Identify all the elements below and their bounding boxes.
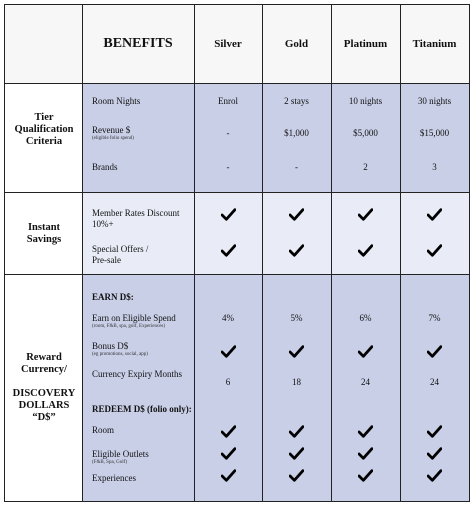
special-offers-titanium-check-icon — [427, 244, 442, 257]
revenue-titanium: $15,000 — [419, 128, 450, 138]
room-redeem-silver-check-icon — [221, 425, 236, 438]
earn-silver: 4% — [222, 313, 234, 323]
experiences-titanium-check-icon — [427, 469, 442, 482]
grid-line — [5, 192, 469, 193]
earn-platinum: 6% — [359, 313, 372, 323]
room-redeem-gold-check-icon — [289, 425, 304, 438]
reward-label-line: DISCOVERY — [12, 388, 76, 399]
reward-label-line: DOLLARS — [18, 400, 70, 411]
bonus-titanium-check-icon — [427, 345, 442, 358]
revenue-note: (eligible folio spend) — [92, 136, 134, 141]
earn-titanium: 7% — [428, 313, 441, 323]
experiences-silver-check-icon — [221, 469, 236, 482]
special-offers-gold-check-icon — [289, 244, 304, 257]
member-rates-titanium-check-icon — [427, 208, 442, 221]
earn-heading: EARN D$: — [92, 292, 134, 302]
special-offers-platinum-check-icon — [358, 244, 373, 257]
room-redeem-label: Room — [92, 425, 115, 435]
experiences-platinum-check-icon — [358, 469, 373, 482]
bonus-platinum-check-icon — [358, 345, 373, 358]
bonus-silver-check-icon — [221, 345, 236, 358]
brands-titanium: 3 — [432, 162, 437, 172]
outlets-label — [92, 449, 149, 465]
brands-silver: - — [226, 162, 230, 172]
reward-label-line — [8, 376, 80, 388]
grid-line — [82, 5, 83, 501]
revenue-label-text: Revenue $ — [92, 125, 131, 135]
earn-spend-note: (room, F&B, spa, golf, Experiences) — [92, 324, 166, 329]
brands-label: Brands — [92, 162, 118, 172]
outlets-silver-check-icon — [221, 447, 236, 460]
expiry-silver: 6 — [225, 377, 231, 387]
grid-line — [262, 5, 263, 501]
tier-header-platinum: Platinum — [343, 38, 388, 50]
member-rates-label: Member Rates Discount 10%+ — [92, 208, 180, 229]
grid-line — [331, 5, 332, 501]
special-offers-label: Special Offers / Pre-sale — [92, 244, 149, 265]
experiences-label: Experiences — [92, 473, 136, 483]
revenue-platinum: $5,000 — [353, 128, 378, 138]
earn-gold: 5% — [290, 313, 303, 323]
grid-line — [5, 83, 469, 84]
expiry-gold: 18 — [292, 377, 301, 387]
expiry-titanium: 24 — [430, 377, 439, 387]
redeem-heading: REDEEM D$ (folio only): — [92, 404, 192, 414]
tier-qualification-label: Tier Qualification Criteria — [14, 112, 74, 147]
bonus-text: Bonus D$ — [92, 341, 129, 351]
tier-header-gold: Gold — [284, 38, 309, 50]
earn-spend-text: Earn on Eligible Spend — [92, 313, 176, 323]
room-nights-titanium: 30 nights — [417, 96, 452, 106]
expiry-label: Currency Expiry Months — [92, 369, 182, 379]
reward-currency-label — [8, 352, 80, 424]
room-nights-silver: Enrol — [218, 96, 238, 106]
reward-label-line: Currency/ — [21, 364, 67, 375]
outlets-text: Eligible Outlets — [92, 449, 149, 459]
member-rates-gold-check-icon — [289, 208, 304, 221]
benefits-heading: BENEFITS — [103, 36, 173, 51]
reward-label-line: Reward — [26, 352, 62, 363]
grid-line — [400, 5, 401, 501]
reward-section-bg — [82, 275, 469, 501]
grid-line — [5, 274, 469, 275]
room-nights-platinum: 10 nights — [348, 96, 383, 106]
reward-label-line: “D$” — [32, 412, 56, 423]
outlets-note: (F&B, Spa, Golf) — [92, 460, 127, 465]
outlets-gold-check-icon — [289, 447, 304, 460]
experiences-gold-check-icon — [289, 469, 304, 482]
outlets-platinum-check-icon — [358, 447, 373, 460]
room-redeem-titanium-check-icon — [427, 425, 442, 438]
special-offers-silver-check-icon — [221, 244, 236, 257]
bonus-label — [92, 341, 148, 357]
room-nights-gold: 2 stays — [284, 96, 309, 106]
revenue-label — [92, 125, 134, 141]
revenue-silver: - — [226, 128, 230, 138]
instant-savings-label: Instant Savings — [26, 222, 62, 245]
tier-header-silver: Silver — [214, 38, 242, 50]
bonus-note: (eg promotions, social, app) — [92, 352, 148, 357]
expiry-platinum: 24 — [361, 377, 370, 387]
member-rates-silver-check-icon — [221, 208, 236, 221]
revenue-gold: $1,000 — [284, 128, 309, 138]
room-redeem-platinum-check-icon — [358, 425, 373, 438]
earn-spend-label — [92, 313, 176, 329]
brands-gold: - — [295, 162, 298, 172]
brands-platinum: 2 — [363, 162, 368, 172]
grid-line — [194, 5, 195, 501]
member-rates-platinum-check-icon — [358, 208, 373, 221]
room-nights-label: Room Nights — [92, 96, 141, 106]
bonus-gold-check-icon — [289, 345, 304, 358]
tier-header-titanium: Titanium — [412, 38, 457, 50]
outlets-titanium-check-icon — [427, 447, 442, 460]
